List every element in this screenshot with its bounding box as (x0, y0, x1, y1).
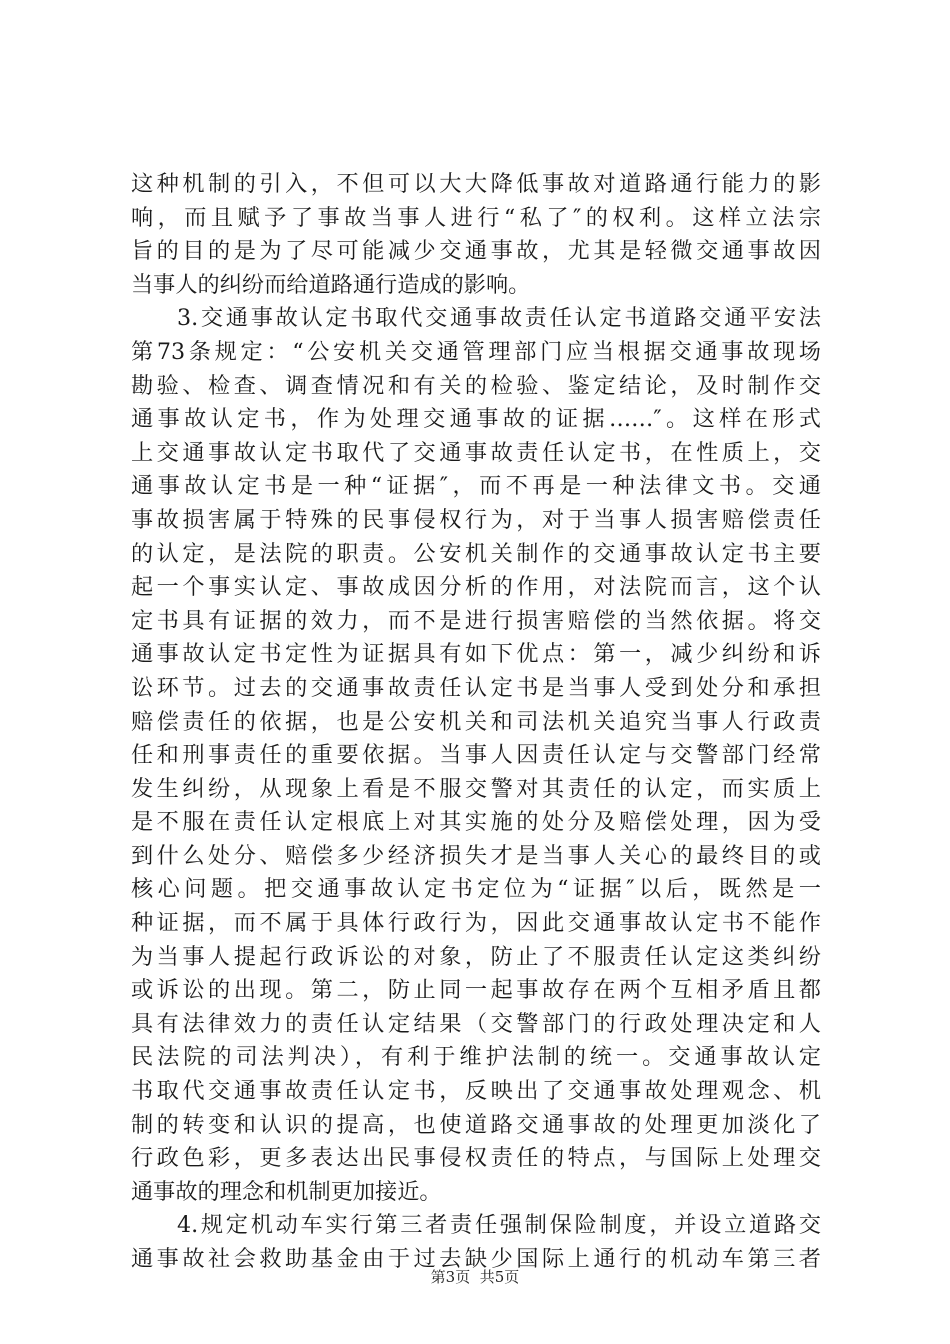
text-line: 是不服在责任认定根底上对其实施的处分及赔偿处理，因为受 (131, 809, 821, 836)
page-number: 第3页 (430, 1268, 471, 1286)
text-line: 制的转变和认识的提高，也使道路交通事故的处理更加淡化了 (131, 1111, 821, 1138)
text-line: 的认定，是法院的职责。公安机关制作的交通事故认定书主要 (131, 540, 821, 567)
text-line: 3.交通事故认定书取代交通事故责任认定书道路交通平安法 (177, 305, 821, 332)
text-line: 赔偿责任的依据，也是公安机关和司法机关追究当事人行政责 (131, 708, 821, 735)
text-line: 任和刑事责任的重要依据。当事人因责任认定与交警部门经常 (131, 742, 821, 769)
text-line: 到什么处分、赔偿多少经济损失才是当事人关心的最终目的或 (131, 842, 821, 869)
text-line: 具有法律效力的责任认定结果（交警部门的行政处理决定和人 (131, 1010, 821, 1037)
text-line: 当事人的纠纷而给道路通行造成的影响。 (131, 271, 531, 298)
text-line: 定书具有证据的效力，而不是进行损害赔偿的当然依据。将交 (131, 607, 821, 634)
text-line: 勘验、检查、调查情况和有关的检验、鉴定结论，及时制作交 (131, 372, 821, 399)
text-line: 种证据，而不属于具体行政行为，因此交通事故认定书不能作 (131, 910, 821, 937)
text-line: 事故损害属于特殊的民事侵权行为，对于当事人损害赔偿责任 (131, 506, 821, 533)
text-line: 旨的目的是为了尽可能减少交通事故，尤其是轻微交通事故因 (131, 238, 821, 265)
text-line: 为当事人提起行政诉讼的对象，防止了不服责任认定这类纠纷 (131, 943, 821, 970)
text-line: 通事故社会救助基金由于过去缺少国际上通行的机动车第三者 (131, 1246, 821, 1272)
text-line: 这种机制的引入，不但可以大大降低事故对道路通行能力的影 (131, 171, 821, 197)
text-line: 通事故认定书定性为证据具有如下优点：第一，减少纠纷和诉 (131, 641, 821, 668)
document-body (131, 168, 821, 1277)
text-line: 通事故认定书是一种“证据″，而不再是一种法律文书。交通 (131, 473, 821, 500)
text-line: 发生纠纷，从现象上看是不服交警对其责任的认定，而实质上 (131, 775, 821, 802)
text-line: 第73条规定：“公安机关交通管理部门应当根据交通事故现场 (131, 338, 821, 365)
text-line: 行政色彩，更多表达出民事侵权责任的特点，与国际上处理交 (131, 1145, 821, 1172)
text-line: 讼环节。过去的交通事故责任认定书是当事人受到处分和承担 (131, 674, 821, 701)
page-footer (0, 1267, 950, 1287)
text-line: 核心问题。把交通事故认定书定位为“证据″以后，既然是一 (131, 876, 821, 903)
footer-gap (470, 1268, 480, 1286)
text-line: 通事故认定书，作为处理交通事故的证据……″。这样在形式 (131, 406, 821, 433)
total-pages: 共5页 (479, 1268, 520, 1286)
text-line: 书取代交通事故责任认定书，反映出了交通事故处理观念、机 (131, 1078, 821, 1105)
text-line: 起一个事实认定、事故成因分析的作用，对法院而言，这个认 (131, 574, 821, 601)
text-line: 上交通事故认定书取代了交通事故责任认定书，在性质上，交 (131, 439, 821, 466)
text-line: 或诉讼的出现。第二，防止同一起事故存在两个互相矛盾且都 (131, 977, 821, 1004)
text-line: 民法院的司法判决），有利于维护法制的统一。交通事故认定 (131, 1044, 821, 1071)
text-line: 响，而且赋予了事故当事人进行“私了″的权利。这样立法宗 (131, 204, 821, 231)
text-line: 通事故的理念和机制更加接近。 (131, 1178, 442, 1205)
text-line: 4.规定机动车实行第三者责任强制保险制度，并设立道路交 (177, 1212, 821, 1239)
